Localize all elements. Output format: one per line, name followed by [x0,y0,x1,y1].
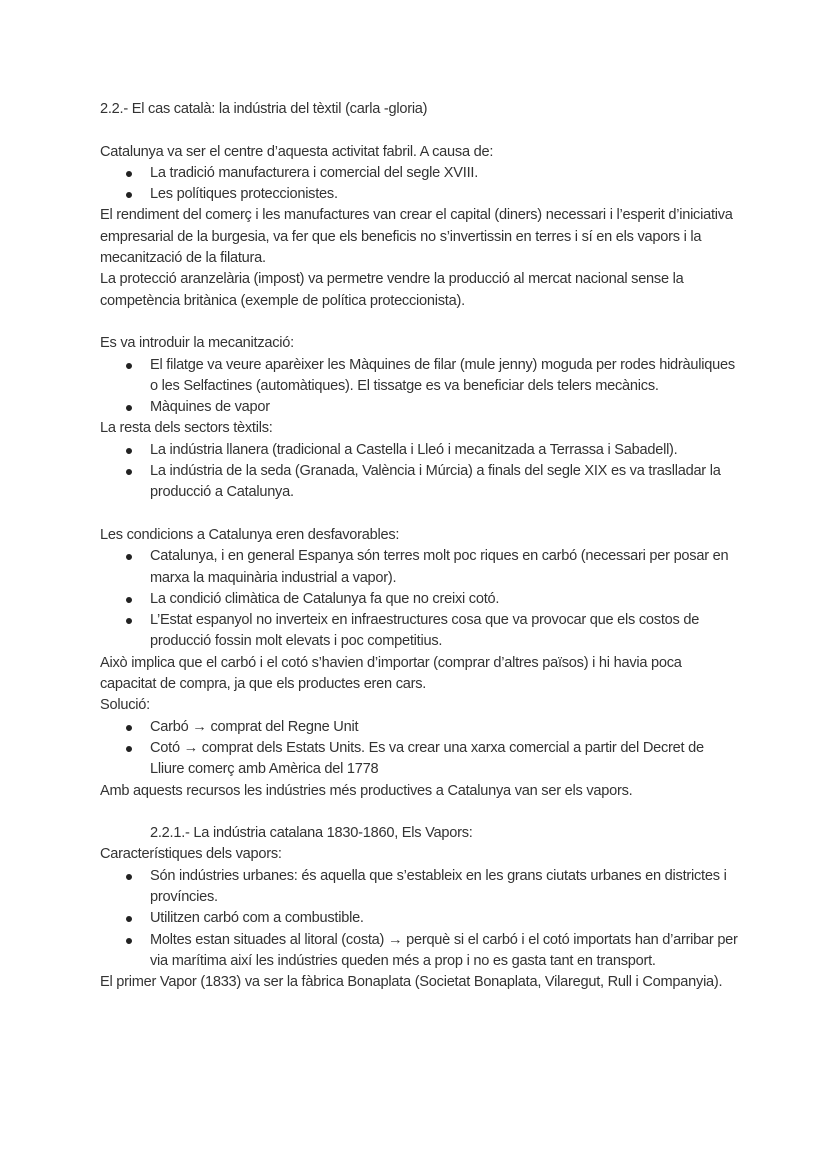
capital-paragraph: El rendiment del comerç i les manufactures van crear el capital (diners) necessari i l’esperit d’iniciativa empresarial de la burgesia, va fer que els beneficis no s’invertissin en terres i sí en els vapors i la mecanització de la filatura. [100,207,733,267]
list-item: Catalunya, i en general Espanya són terres molt poc riques en carbó (necessari per posar en marxa la maquinària industrial a vapor). [100,546,740,589]
first-vapor-paragraph: El primer Vapor (1833) va ser la fàbrica Bonaplata (Societat Bonaplata, Vilaregut, Rull i Companyia). [100,974,723,991]
other-sectors-intro: La resta dels sectors tèxtils: [100,420,273,437]
other-sectors-list [100,440,740,504]
solution-label: Solució: [100,697,150,714]
list-item: Moltes estan situades al litoral (costa) → perquè si el carbó i el cotó importats han d’arribar per via marítima així les indústries queden més a prop i no es gasta tant en transport. [100,930,740,973]
list-item: Màquines de vapor [100,397,740,418]
list-item: La condició climàtica de Catalunya fa que no creixi cotó. [100,589,740,610]
list-item: L’Estat espanyol no inverteix en infraestructures cosa que va provocar que els costos de producció fossin molt elevats i poc competitius. [100,610,740,653]
bullet-icon [126,618,132,624]
list-item: Cotó → comprat dels Estats Units. Es va crear una xarxa comercial a partir del Decret de Lliure comerç amb Amèrica del 1778 [100,738,740,781]
mechanization-intro: Es va introduir la mecanització: [100,335,294,352]
bullet-icon [126,554,132,560]
features-intro: Característiques dels vapors: [100,846,282,863]
bullet-icon [126,725,132,731]
list-item: Les polítiques proteccionistes. [100,184,740,205]
protection-paragraph: La protecció aranzelària (impost) va permetre vendre la producció al mercat nacional sense la competència britànica (exemple de política proteccionista). [100,271,684,309]
bullet-icon [126,448,132,454]
bullet-icon [126,938,132,944]
list-item: La indústria llanera (tradicional a Castella i Lleó i mecanitzada a Terrassa i Sabadell). [100,440,740,461]
conditions-list [100,546,740,652]
implication-paragraph: Això implica que el carbó i el cotó s’havien d’importar (comprar d’altres països) i hi havia poca capacitat de compra, ja que els productes eren cars. [100,654,682,693]
bullet-icon [126,916,132,922]
bullet-icon [126,405,132,411]
list-item: La tradició manufacturera i comercial del segle XVIII. [100,163,740,184]
bullet-icon [126,171,132,177]
mechanization-list [100,355,740,419]
bullet-icon [126,874,132,880]
intro-paragraph: Catalunya va ser el centre d’aquesta activitat fabril. A causa de: [100,143,494,160]
causes-list [100,163,740,206]
conditions-intro: Les condicions a Catalunya eren desfavorables: [100,526,400,543]
section-heading: 2.2.- El cas català: la indústria del tèxtil (carla -gloria) [100,101,428,117]
solutions-list [100,717,740,781]
list-item: Carbó → comprat del Regne Unit [100,717,740,738]
subsection-heading: 2.2.1.- La indústria catalana 1830-1860, Els Vapors: [150,825,473,842]
bullet-icon [126,469,132,475]
features-list [100,866,740,972]
document-page [100,99,740,993]
conclusion-paragraph: Amb aquests recursos les indústries més productives a Catalunya van ser els vapors. [100,782,633,799]
list-item: El filatge va veure aparèixer les Màquines de filar (mule jenny) moguda per rodes hidràuliques o les Selfactines (automàtiques). El tissatge es va beneficiar dels telers mecànics. [100,355,740,398]
bullet-icon [126,597,132,603]
list-item: Són indústries urbanes: és aquella que s’estableix en les grans ciutats urbanes en districtes i províncies. [100,866,740,909]
bullet-icon [126,363,132,369]
bullet-icon [126,746,132,752]
list-item: Utilitzen carbó com a combustible. [100,908,740,929]
bullet-icon [126,192,132,198]
list-item: La indústria de la seda (Granada, València i Múrcia) a finals del segle XIX es va traslladar la producció a Catalunya. [100,461,740,504]
